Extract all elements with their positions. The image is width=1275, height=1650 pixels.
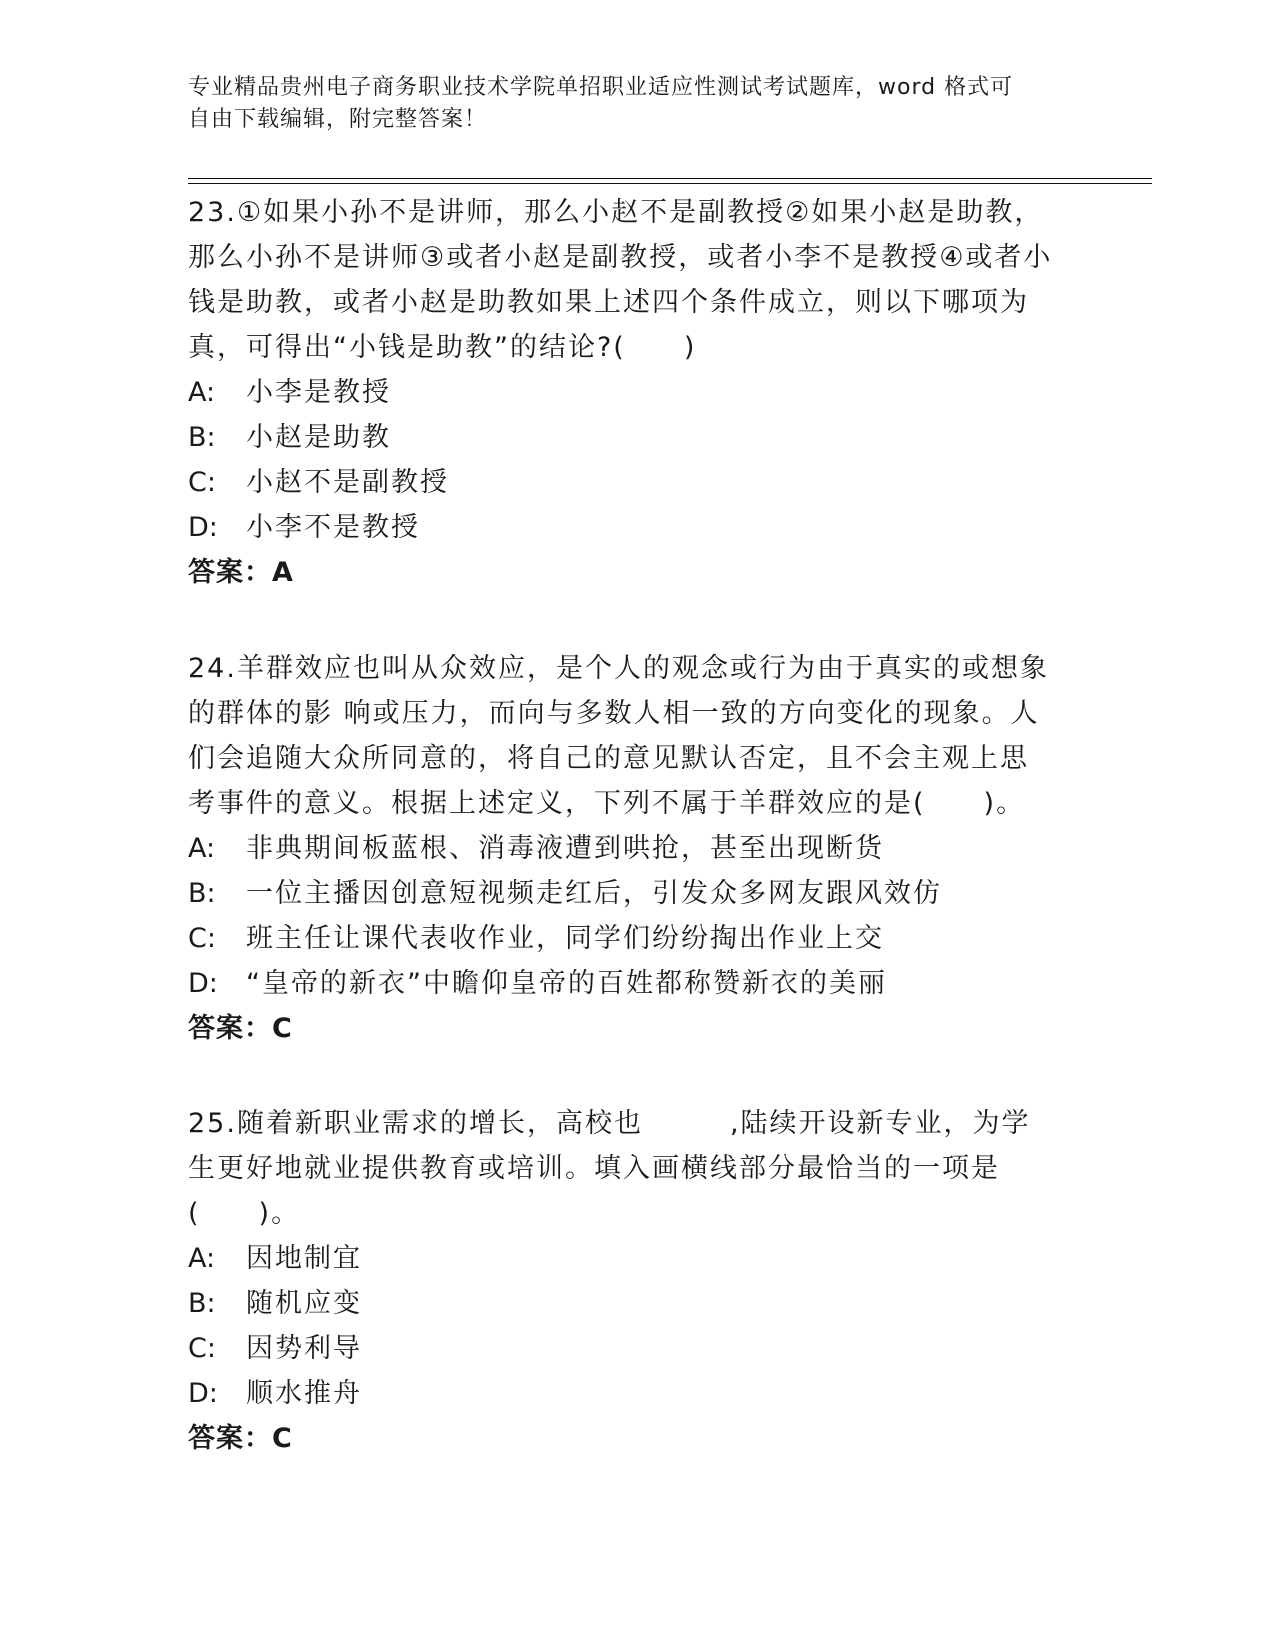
option-letter: B: [188,1288,216,1319]
option-c [188,1326,1088,1371]
header-divider-top [188,178,1152,179]
option-c [188,460,1088,505]
question-text: 25.随着新职业需求的增长，高校也 ,陆续开设新专业，为学生更好地就业提供教育或培训。填入画横线部分最恰当的一项是( )。 [188,1108,1031,1229]
option-letter: A: [188,1243,216,1274]
option-text: 非典期间板蓝根、消毒液遭到哄抢，甚至出现断货 [246,833,884,864]
answer-line: 答案：A [188,557,294,588]
question-23 [188,190,1088,595]
option-text: 班主任让课代表收作业，同学们纷纷掏出作业上交 [246,923,884,954]
option-letter: B: [188,422,216,453]
header-line-2: 自由下载编辑，附完整答案！ [188,107,488,132]
option-c [188,916,1088,961]
option-letter: D: [188,512,218,543]
option-a [188,370,1088,415]
option-text: 顺水推舟 [246,1378,362,1409]
option-letter: C: [188,1333,216,1364]
option-a [188,1236,1088,1281]
option-text: 小李是教授 [246,377,391,408]
header-line-1: 专业精品贵州电子商务职业技术学院单招职业适应性测试考试题库，word 格式可 [188,75,1014,100]
option-letter: C: [188,467,216,498]
header-divider-bottom [188,183,1152,184]
option-letter: C: [188,923,216,954]
document-header [188,72,1068,136]
option-letter: D: [188,1378,218,1409]
option-text: 小赵是助教 [246,422,391,453]
option-text: 随机应变 [246,1288,362,1319]
option-letter: B: [188,878,216,909]
option-b [188,1281,1088,1326]
option-text: 一位主播因创意短视频走红后，引发众多网友跟风效仿 [246,878,942,909]
option-b [188,871,1088,916]
option-text: 因势利导 [246,1333,362,1364]
option-b [188,415,1088,460]
option-d [188,961,1088,1006]
answer-line: 答案：C [188,1013,293,1044]
option-text: 小李不是教授 [246,512,420,543]
option-letter: D: [188,968,218,999]
option-d [188,1371,1088,1416]
question-24 [188,646,1088,1051]
question-25 [188,1101,1088,1461]
option-text: “皇帝的新衣”中瞻仰皇帝的百姓都称赞新衣的美丽 [246,968,887,999]
option-text: 因地制宜 [246,1243,362,1274]
answer-line: 答案：C [188,1423,293,1454]
option-d [188,505,1088,550]
option-letter: A: [188,377,216,408]
option-text: 小赵不是副教授 [246,467,449,498]
question-text: 24.羊群效应也叫从众效应，是个人的观念或行为由于真实的或想象的群体的影 响或压力，而向与多数人相一致的方向变化的现象。人们会追随大众所同意的，将自己的意见默认否定，且不会主观上思考事件的意义。根据上述定义，下列不属于羊群效应的是( )。 [188,653,1049,819]
question-text: 23.①如果小孙不是讲师，那么小赵不是副教授②如果小赵是助教，那么小孙不是讲师③或者小赵是副教授，或者小李不是教授④或者小钱是助教，或者小赵是助教如果上述四个条件成立，则以下哪项为真，可得出“小钱是助教”的结论?( ) [188,197,1053,363]
option-letter: A: [188,833,216,864]
option-a [188,826,1088,871]
